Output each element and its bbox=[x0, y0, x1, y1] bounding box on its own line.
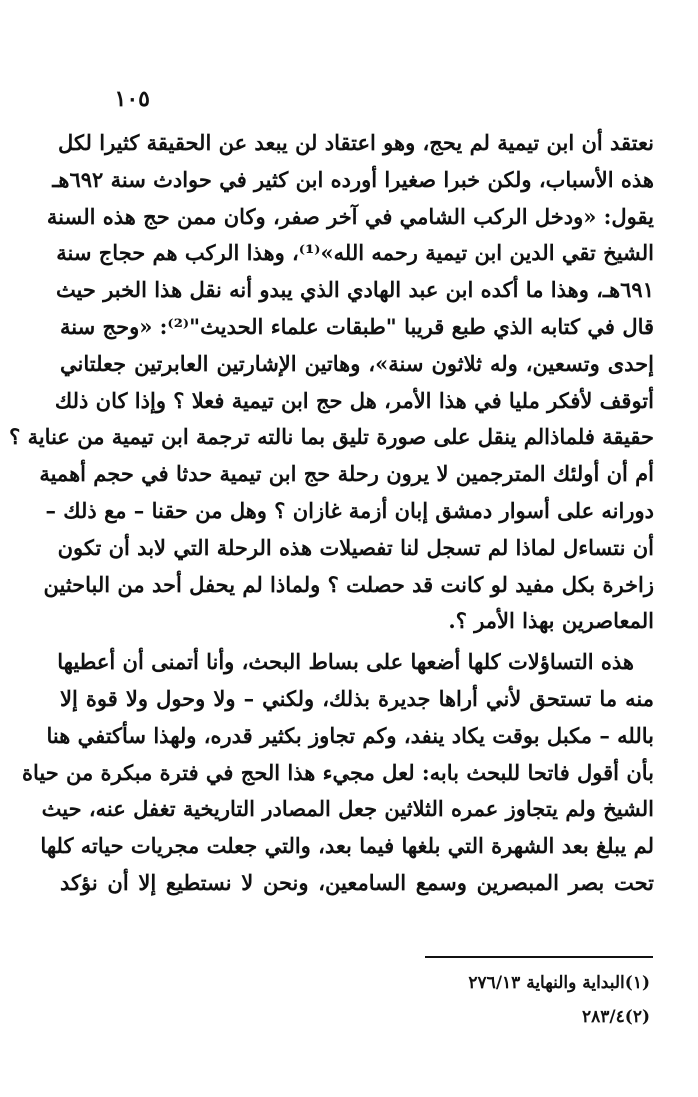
text-line: أتوقف لأفكر مليا في هذا الأمر، هل حج ابن تيمية فعلا ؟ وإذا كان ذلك bbox=[54, 387, 654, 413]
text-line: إحدى وتسعين، وله ثلاثون سنة»، وهاتين الإشارتين العابرتين جعلتاني bbox=[60, 350, 654, 376]
text-line: تحت بصر المبصرين وسمع السامعين، ونحن لا نستطيع إلا أن نؤكد bbox=[60, 869, 654, 895]
footnote-2: (٢)٢٨٣/٤ bbox=[582, 1007, 650, 1027]
text-line: الشيخ ولم يتجاوز عمره الثلاثين جعل المصادر التاريخية تغفل عنه، حيث bbox=[41, 796, 654, 822]
text-line: أم أن أولئك المترجمين لا يرون رحلة حج ابن تيمية حدثا في حجم أهمية bbox=[39, 461, 654, 487]
footnote-divider bbox=[425, 956, 653, 958]
text-line: الشيخ تقي الدين ابن تيمية رحمه الله»⁽¹⁾، وهذا الركب هم حجاج سنة bbox=[56, 240, 654, 266]
paragraph-1 bbox=[9, 125, 655, 640]
footnotes bbox=[330, 966, 650, 1034]
text-line: المعاصرين بهذا الأمر ؟. bbox=[448, 608, 654, 634]
text-line: قال في كتابه الذي طبع قريبا "طبقات علماء الحديث"⁽²⁾: «وحج سنة bbox=[60, 313, 655, 339]
text-line: ٦٩١هـ، وهذا ما أكده ابن عبد الهادي الذي يبدو أنه نقل هذا الخبر حيث bbox=[55, 277, 654, 303]
text-line: أن نتساءل لماذا لم تسجل لنا تفصيلات هذه الرحلة التي لابد أن تكون bbox=[57, 534, 654, 560]
paragraph-2 bbox=[21, 644, 654, 902]
text-line: هذه التساؤلات كلها أضعها على بساط البحث، وأنا أتمنى أن أعطيها bbox=[57, 649, 634, 675]
text-line: دورانه على أسوار دمشق إبان أزمة غازان ؟ وهل من حقنا – مع ذلك – bbox=[45, 497, 654, 523]
text-line: بالله – مكبل بوقت يكاد ينفد، وكم تجاوز بكثير قدره، ولهذا سأكتفي هنا bbox=[46, 722, 654, 748]
text-line: منه ما تستحق لأني أراها جديرة بذلك، ولكني – ولا وحول ولا قوة إلا bbox=[60, 685, 654, 711]
text-line: يقول: «ودخل الركب الشامي في آخر صفر، وكان ممن حج هذه السنة bbox=[46, 203, 654, 229]
body-text bbox=[9, 125, 655, 902]
text-line: حقيقة فلماذالم ينقل على صورة تليق بما نالته ترجمة ابن تيمية من عناية ؟ bbox=[9, 424, 654, 450]
footnote-1: (١)البداية والنهاية ٢٧٦/١٣ bbox=[468, 973, 650, 993]
text-line: هذه الأسباب، ولكن خبرا صغيرا أورده ابن كثير في حوادث سنة ٦٩٢هـ bbox=[52, 166, 654, 192]
text-line: بأن أقول فاتحا للبحث بابه: لعل مجيء هذا الحج في فترة مبكرة من حياة bbox=[21, 759, 654, 785]
text-line: لم يبلغ بعد الشهرة التي بلغها فيما بعد، والتي جعلت مجريات حياته كلها bbox=[40, 833, 654, 859]
text-line: زاخرة بكل مفيد لو كانت قد حصلت ؟ ولماذا لم يحفل أحد من الباحثين bbox=[43, 571, 654, 597]
text-line: نعتقد أن ابن تيمية لم يحج، وهو اعتقاد لن يبعد عن الحقيقة كثيرا لكل bbox=[58, 130, 654, 155]
page-number: ١٠٥ bbox=[114, 86, 150, 112]
